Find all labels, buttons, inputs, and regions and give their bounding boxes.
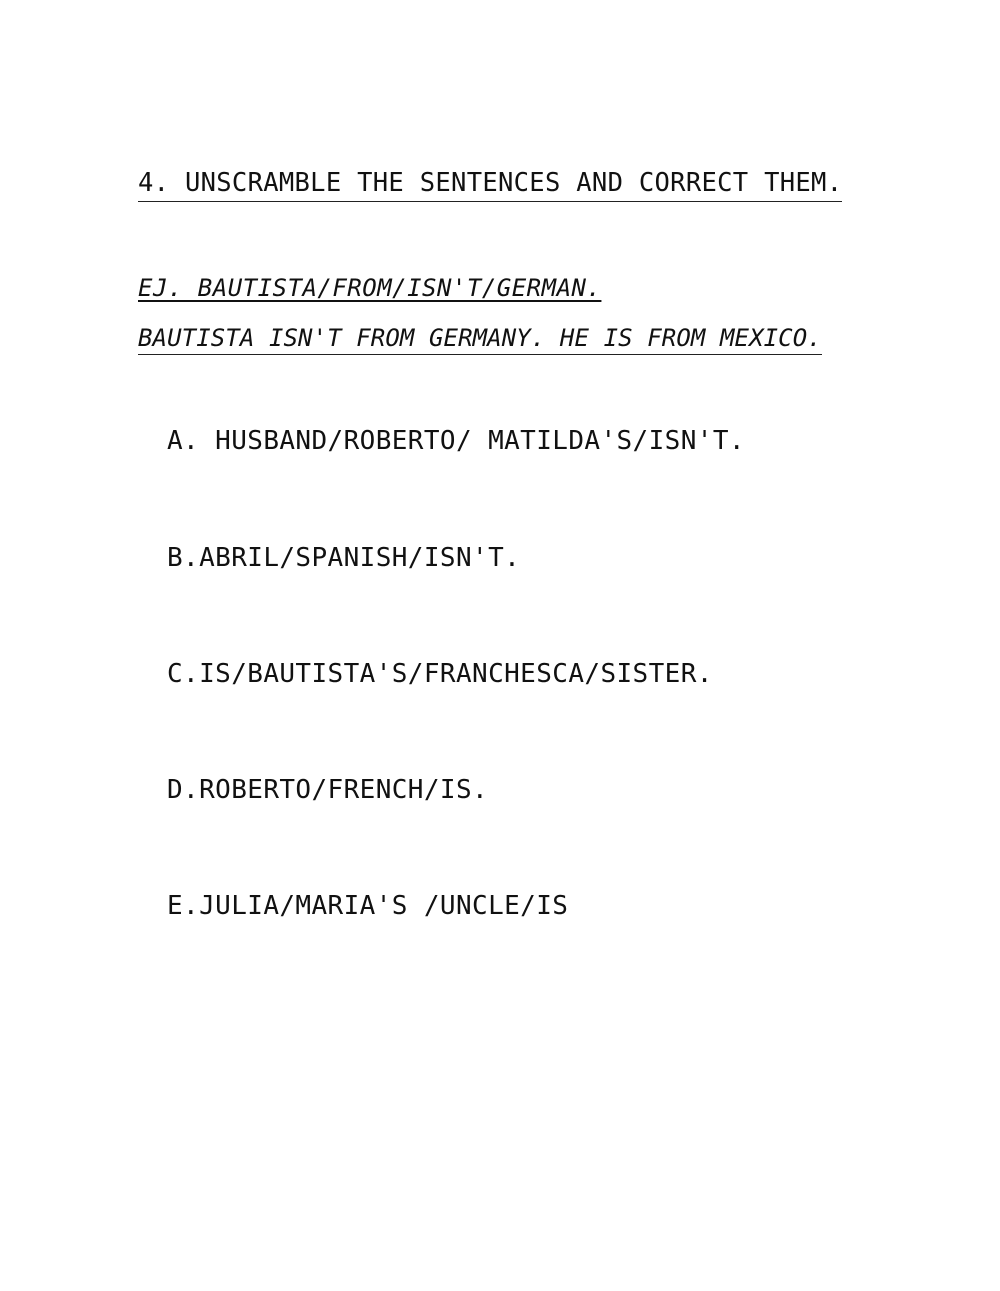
exercise-item-e: E.JULIA/MARIA'S /UNCLE/IS (167, 891, 569, 921)
example-prompt: EJ. BAUTISTA/FROM/ISN'T/GERMAN. (138, 274, 602, 302)
exercise-item-a: A. HUSBAND/ROBERTO/ MATILDA'S/ISN'T. (167, 426, 745, 456)
exercise-item-c: C.IS/BAUTISTA'S/FRANCHESCA/SISTER. (167, 659, 713, 689)
example-answer: BAUTISTA ISN'T FROM GERMANY. HE IS FROM MEXICO. (138, 326, 822, 355)
exercise-title: 4. UNSCRAMBLE THE SENTENCES AND CORRECT THEM. (138, 171, 842, 202)
exercise-item-b: B.ABRIL/SPANISH/ISN'T. (167, 543, 521, 573)
exercise-item-d: D.ROBERTO/FRENCH/IS. (167, 775, 489, 805)
